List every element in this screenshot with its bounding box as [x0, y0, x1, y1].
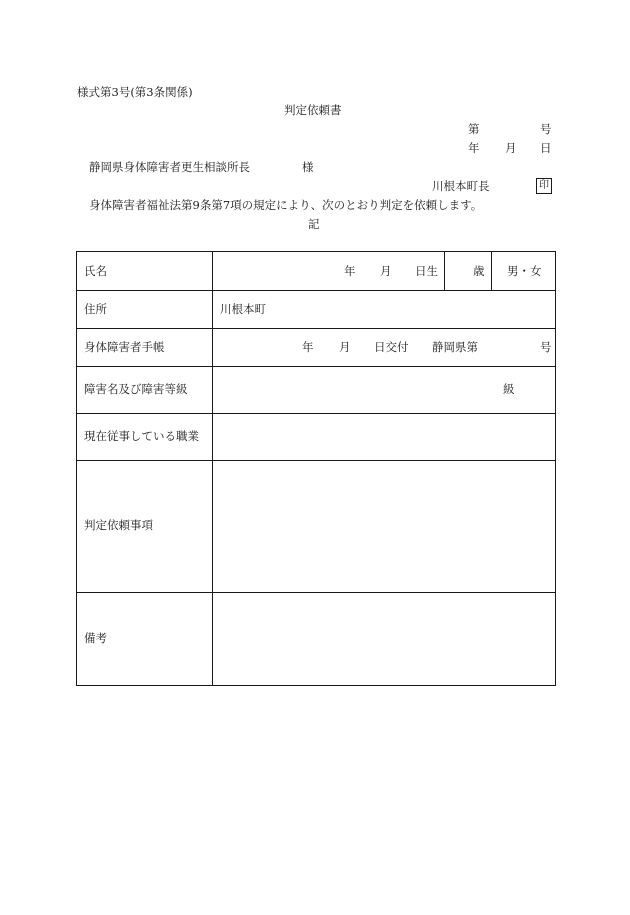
- handbook-issued: 日交付: [374, 340, 409, 354]
- column-divider: [444, 252, 445, 290]
- remarks-label: 備考: [84, 631, 107, 645]
- disability-label: 障害名及び障害等級: [84, 382, 188, 396]
- ki-heading: 記: [308, 217, 320, 231]
- addressee-honorific: 様: [302, 160, 314, 174]
- column-divider: [212, 252, 213, 685]
- handbook-label: 身体障害者手帳: [84, 340, 165, 354]
- document-title: 判定依頼書: [284, 103, 342, 117]
- disability-grade: 級: [503, 382, 515, 396]
- seal-box: 印: [536, 178, 552, 194]
- row-divider: [77, 413, 555, 414]
- handbook-number-suffix: 号: [540, 340, 552, 354]
- handbook-month: 月: [339, 340, 351, 354]
- row-divider: [77, 328, 555, 329]
- date-day: 日: [540, 141, 552, 155]
- column-divider: [491, 252, 492, 290]
- row-divider: [77, 460, 555, 461]
- occupation-label: 現在従事している職業: [84, 429, 199, 443]
- date-month: 月: [505, 141, 517, 155]
- sender: 川根本町長: [432, 179, 490, 193]
- form-number: 様式第3号(第3条関係): [77, 85, 193, 99]
- sex-options: 男・女: [507, 264, 542, 278]
- body-text: 身体障害者福祉法第9条第7項の規定により、次のとおり判定を依頼します。: [89, 198, 483, 212]
- name-label: 氏名: [84, 264, 107, 278]
- row-divider: [77, 592, 555, 593]
- row-divider: [77, 290, 555, 291]
- address-value: 川根本町: [220, 302, 266, 316]
- birth-year: 年: [344, 264, 356, 278]
- request-items-label: 判定依頼事項: [84, 518, 153, 532]
- date-year: 年: [468, 141, 480, 155]
- handbook-prefecture: 静岡県第: [432, 340, 478, 354]
- addressee: 静岡県身体障害者更生相談所長: [89, 160, 250, 174]
- request-form-table: [76, 251, 556, 686]
- birth-month: 月: [380, 264, 392, 278]
- number-suffix: 号: [540, 122, 552, 136]
- row-divider: [77, 366, 555, 367]
- address-label: 住所: [84, 302, 107, 316]
- handbook-year: 年: [302, 340, 314, 354]
- age-unit: 歳: [473, 264, 485, 278]
- birth-day: 日生: [415, 264, 438, 278]
- number-prefix: 第: [468, 122, 480, 136]
